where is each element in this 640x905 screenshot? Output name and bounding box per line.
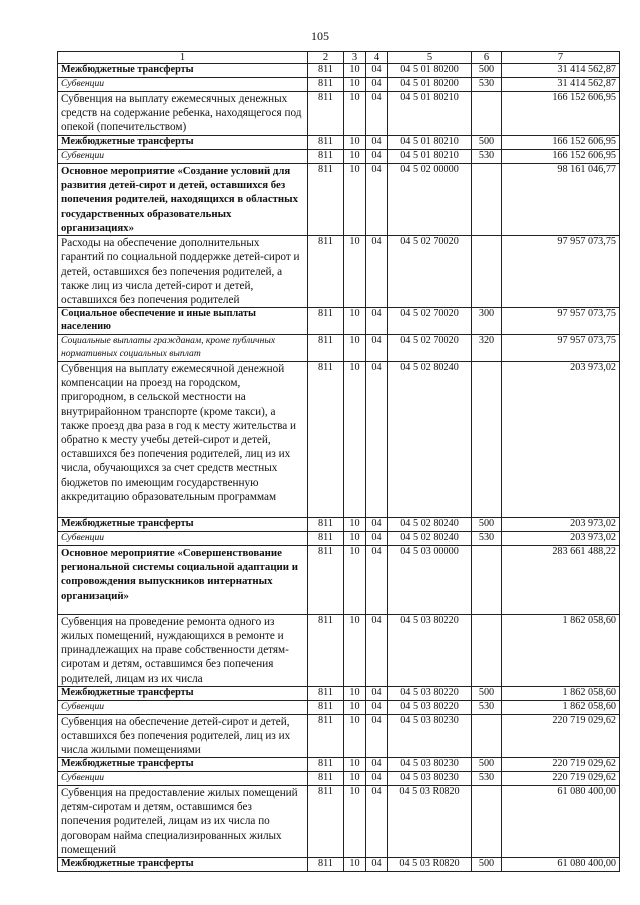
row-sum: 1 862 058,60 [502, 686, 620, 700]
row-name: Субвенция на проведение ремонта одного из жилых помещений, нуждающихся в ремонте и принадлежащих на праве собственности детям-сиротам и детям, оставшимся без попечения родителей, лицам из их числа [58, 614, 308, 686]
table-row [58, 361, 620, 517]
row-gr: 811 [308, 149, 344, 163]
row-gr: 811 [308, 714, 344, 758]
row-gr: 811 [308, 545, 344, 614]
row-pr: 04 [366, 361, 388, 517]
row-vr: 300 [472, 308, 502, 335]
row-vr: 530 [472, 772, 502, 786]
row-sum: 203 973,02 [502, 517, 620, 531]
row-vr [472, 361, 502, 517]
row-csr: 04 5 01 80210 [388, 135, 472, 149]
row-name: Субвенции [58, 531, 308, 545]
row-rz: 10 [344, 758, 366, 772]
row-csr: 04 5 01 80200 [388, 77, 472, 91]
row-rz: 10 [344, 517, 366, 531]
row-sum: 31 414 562,87 [502, 77, 620, 91]
row-rz: 10 [344, 686, 366, 700]
row-vr [472, 236, 502, 308]
row-gr: 811 [308, 135, 344, 149]
row-name: Субвенции [58, 700, 308, 714]
row-csr: 04 5 03 00000 [388, 545, 472, 614]
row-sum: 1 862 058,60 [502, 614, 620, 686]
row-name: Межбюджетные трансферты [58, 135, 308, 149]
row-sum: 1 862 058,60 [502, 700, 620, 714]
row-vr [472, 614, 502, 686]
row-sum: 203 973,02 [502, 361, 620, 517]
row-name: Субвенция на выплату ежемесячных денежных средств на содержание ребенка, находящегося под опекой (попечительством) [58, 91, 308, 135]
row-csr: 04 5 01 80210 [388, 91, 472, 135]
row-rz: 10 [344, 163, 366, 235]
row-name: Основное мероприятие «Совершенствование региональной системы социальной адаптации и сопровождения выпускников интернатных организаций» [58, 545, 308, 614]
row-sum: 203 973,02 [502, 531, 620, 545]
row-vr: 500 [472, 758, 502, 772]
row-csr: 04 5 03 R0820 [388, 786, 472, 858]
row-sum: 97 957 073,75 [502, 236, 620, 308]
row-vr: 530 [472, 700, 502, 714]
row-name: Социальные выплаты гражданам, кроме публичных нормативных социальных выплат [58, 335, 308, 362]
row-rz: 10 [344, 77, 366, 91]
row-csr: 04 5 01 80200 [388, 64, 472, 78]
header-col-4: 4 [366, 52, 388, 64]
table-row [58, 858, 620, 872]
header-col-3: 3 [344, 52, 366, 64]
row-pr: 04 [366, 786, 388, 858]
row-pr: 04 [366, 772, 388, 786]
row-name: Межбюджетные трансферты [58, 686, 308, 700]
row-pr: 04 [366, 714, 388, 758]
row-sum: 98 161 046,77 [502, 163, 620, 235]
row-rz: 10 [344, 135, 366, 149]
row-vr: 530 [472, 531, 502, 545]
budget-table [57, 51, 620, 872]
row-vr: 500 [472, 135, 502, 149]
row-pr: 04 [366, 91, 388, 135]
row-rz: 10 [344, 236, 366, 308]
row-pr: 04 [366, 614, 388, 686]
table-row [58, 786, 620, 858]
row-gr: 811 [308, 236, 344, 308]
row-pr: 04 [366, 700, 388, 714]
row-vr: 530 [472, 77, 502, 91]
table-row [58, 686, 620, 700]
row-sum: 220 719 029,62 [502, 758, 620, 772]
row-gr: 811 [308, 758, 344, 772]
row-gr: 811 [308, 361, 344, 517]
row-csr: 04 5 02 70020 [388, 308, 472, 335]
table-row [58, 163, 620, 235]
row-gr: 811 [308, 531, 344, 545]
row-name: Межбюджетные трансферты [58, 517, 308, 531]
row-gr: 811 [308, 308, 344, 335]
row-name: Субвенции [58, 772, 308, 786]
row-sum: 220 719 029,62 [502, 772, 620, 786]
table-row [58, 135, 620, 149]
table-row [58, 772, 620, 786]
row-gr: 811 [308, 77, 344, 91]
header-col-2: 2 [308, 52, 344, 64]
table-row [58, 714, 620, 758]
table-row [58, 758, 620, 772]
table-row [58, 149, 620, 163]
row-csr: 04 5 01 80210 [388, 149, 472, 163]
row-gr: 811 [308, 335, 344, 362]
row-rz: 10 [344, 858, 366, 872]
row-vr [472, 91, 502, 135]
table-body [58, 64, 620, 872]
row-gr: 811 [308, 858, 344, 872]
row-gr: 811 [308, 163, 344, 235]
row-csr: 04 5 02 00000 [388, 163, 472, 235]
table-row [58, 614, 620, 686]
row-vr: 500 [472, 517, 502, 531]
row-csr: 04 5 02 70020 [388, 236, 472, 308]
row-rz: 10 [344, 614, 366, 686]
row-pr: 04 [366, 236, 388, 308]
header-col-1: 1 [58, 52, 308, 64]
row-pr: 04 [366, 517, 388, 531]
row-name: Основное мероприятие «Создание условий для развития детей-сирот и детей, оставшихся без попечения родителей, находящихся в областных государственных образовательных организациях» [58, 163, 308, 235]
row-csr: 04 5 03 80230 [388, 772, 472, 786]
budget-table-container [57, 51, 619, 872]
row-name: Субвенция на обеспечение детей-сирот и детей, оставшихся без попечения родителей, лиц из их числа жилыми помещениями [58, 714, 308, 758]
row-sum: 31 414 562,87 [502, 64, 620, 78]
row-vr [472, 545, 502, 614]
row-pr: 04 [366, 686, 388, 700]
row-vr: 500 [472, 686, 502, 700]
row-name: Социальное обеспечение и иные выплаты населению [58, 308, 308, 335]
row-pr: 04 [366, 531, 388, 545]
header-col-6: 6 [472, 52, 502, 64]
row-pr: 04 [366, 77, 388, 91]
table-row [58, 517, 620, 531]
row-csr: 04 5 02 70020 [388, 335, 472, 362]
row-rz: 10 [344, 545, 366, 614]
row-pr: 04 [366, 758, 388, 772]
row-gr: 811 [308, 614, 344, 686]
table-row [58, 545, 620, 614]
row-rz: 10 [344, 714, 366, 758]
row-rz: 10 [344, 531, 366, 545]
row-sum: 61 080 400,00 [502, 786, 620, 858]
row-csr: 04 5 03 80220 [388, 614, 472, 686]
row-rz: 10 [344, 786, 366, 858]
row-pr: 04 [366, 308, 388, 335]
header-col-5: 5 [388, 52, 472, 64]
row-rz: 10 [344, 308, 366, 335]
table-row [58, 236, 620, 308]
row-gr: 811 [308, 64, 344, 78]
row-rz: 10 [344, 149, 366, 163]
row-vr [472, 786, 502, 858]
row-vr [472, 714, 502, 758]
row-vr [472, 163, 502, 235]
row-sum: 220 719 029,62 [502, 714, 620, 758]
row-rz: 10 [344, 361, 366, 517]
table-row [58, 77, 620, 91]
row-rz: 10 [344, 91, 366, 135]
row-csr: 04 5 02 80240 [388, 361, 472, 517]
table-row [58, 531, 620, 545]
row-csr: 04 5 03 80220 [388, 700, 472, 714]
row-name: Межбюджетные трансферты [58, 64, 308, 78]
row-csr: 04 5 03 R0820 [388, 858, 472, 872]
row-gr: 811 [308, 686, 344, 700]
row-gr: 811 [308, 517, 344, 531]
page-number: 105 [311, 29, 329, 43]
row-csr: 04 5 03 80230 [388, 758, 472, 772]
row-name: Межбюджетные трансферты [58, 758, 308, 772]
table-row [58, 335, 620, 362]
table-row [58, 308, 620, 335]
row-vr: 530 [472, 149, 502, 163]
row-pr: 04 [366, 163, 388, 235]
row-rz: 10 [344, 64, 366, 78]
row-csr: 04 5 02 80240 [388, 517, 472, 531]
row-gr: 811 [308, 786, 344, 858]
row-sum: 166 152 606,95 [502, 135, 620, 149]
row-pr: 04 [366, 135, 388, 149]
row-rz: 10 [344, 335, 366, 362]
row-name: Субвенция на предоставление жилых помещений детям-сиротам и детям, оставшимся без попечения родителей, лицам из их числа по договорам найма специализированных жилых помещений [58, 786, 308, 858]
row-csr: 04 5 02 80240 [388, 531, 472, 545]
row-name: Субвенции [58, 149, 308, 163]
row-sum: 61 080 400,00 [502, 858, 620, 872]
row-gr: 811 [308, 772, 344, 786]
row-sum: 97 957 073,75 [502, 308, 620, 335]
row-name: Субвенция на выплату ежемесячной денежной компенсации на проезд на городском, пригородном, в сельской местности на внутрирайонном транспорте (кроме такси), а также проезд два раза в год к месту жительства и обратно к месту учебы детей-сирот и детей, оставшихся без попечения родителей, лиц из их числа, обучающихся за счет средств местных бюджетов по имеющим государственную аккредитацию образовательным программам [58, 361, 308, 517]
row-rz: 10 [344, 772, 366, 786]
row-csr: 04 5 03 80220 [388, 686, 472, 700]
row-sum: 166 152 606,95 [502, 91, 620, 135]
table-row [58, 64, 620, 78]
row-csr: 04 5 03 80230 [388, 714, 472, 758]
row-rz: 10 [344, 700, 366, 714]
row-sum: 97 957 073,75 [502, 335, 620, 362]
header-col-7: 7 [502, 52, 620, 64]
table-header [58, 52, 620, 64]
row-pr: 04 [366, 858, 388, 872]
row-gr: 811 [308, 700, 344, 714]
row-sum: 283 661 488,22 [502, 545, 620, 614]
row-pr: 04 [366, 335, 388, 362]
header-row [58, 52, 620, 64]
table-row [58, 91, 620, 135]
table-row [58, 700, 620, 714]
row-vr: 320 [472, 335, 502, 362]
row-pr: 04 [366, 545, 388, 614]
row-gr: 811 [308, 91, 344, 135]
row-pr: 04 [366, 64, 388, 78]
row-pr: 04 [366, 149, 388, 163]
row-name: Расходы на обеспечение дополнительных гарантий по социальной поддержке детей-сирот и детей, оставшихся без попечения родителей, а также лиц из числа детей-сирот и детей, оставшихся без попечения родителей [58, 236, 308, 308]
row-vr: 500 [472, 858, 502, 872]
row-vr: 500 [472, 64, 502, 78]
row-name: Субвенции [58, 77, 308, 91]
row-sum: 166 152 606,95 [502, 149, 620, 163]
row-name: Межбюджетные трансферты [58, 858, 308, 872]
